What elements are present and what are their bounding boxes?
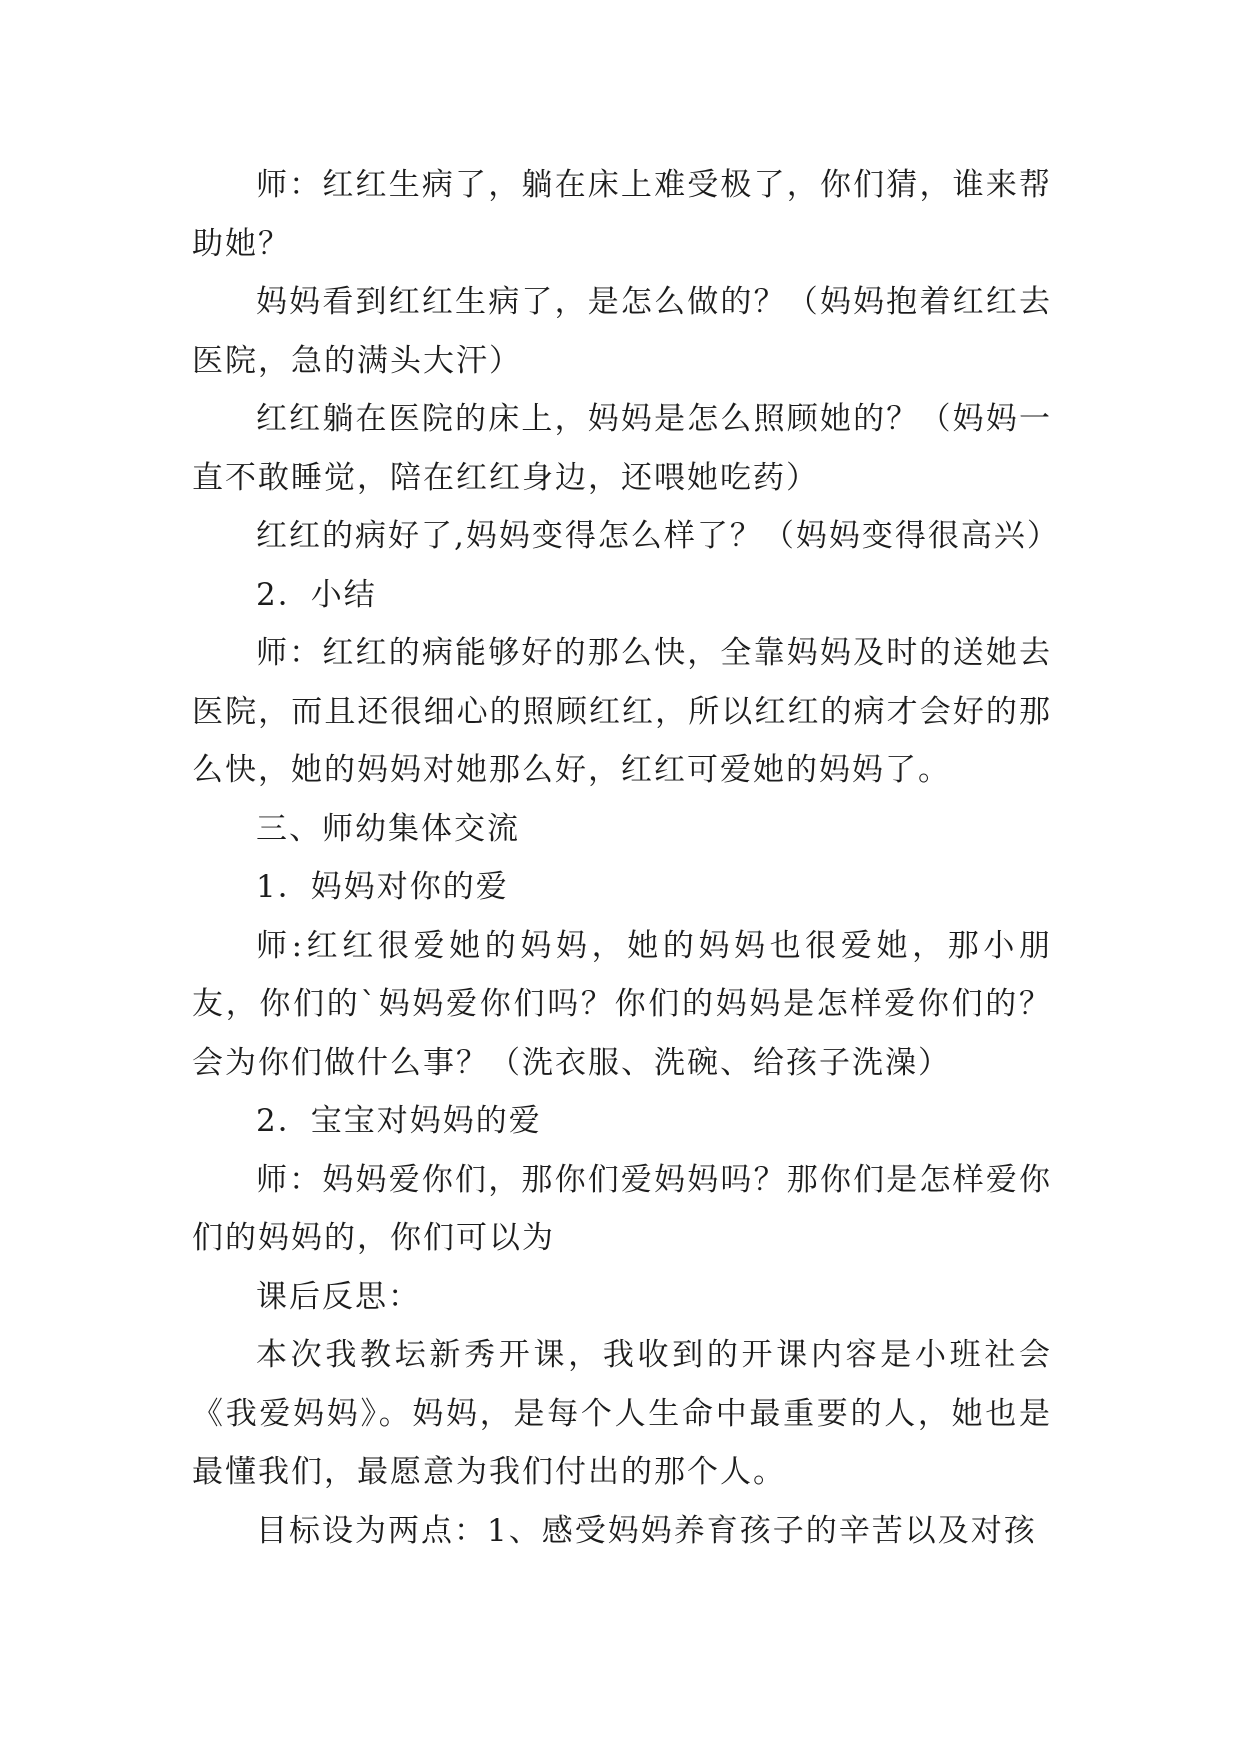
paragraph-9: 师:红红很爱她的妈妈，她的妈妈也很爱她，那小朋友，你们的`妈妈爱你们吗？你们的妈妈是怎样爱你们的？会为你们做什么事？（洗衣服、洗碗、给孩子洗澡） xyxy=(192,927,1052,1081)
section-heading-group-exchange: 三、师幼集体交流 xyxy=(256,810,520,847)
paragraph-13: 本次我教坛新秀开课，我收到的开课内容是小班社会《我爱妈妈》。妈妈，是每个人生命中最重要的人，她也是最懂我们，最愿意为我们付出的那个人。 xyxy=(192,1337,1052,1490)
paragraph-11: 师：妈妈爱你们，那你们爱妈妈吗？那你们是怎样爱你们的妈妈的，你们可以为 xyxy=(192,1161,1052,1256)
document-body xyxy=(192,156,1060,1560)
paragraph-6: 师：红红的病能够好的那么快，全靠妈妈及时的送她去医院，而且还很细心的照顾红红，所以红红的病才会好的那么快，她的妈妈对她那么好，红红可爱她的妈妈了。 xyxy=(192,635,1052,788)
section-heading-baby-love: 2．宝宝对妈妈的爱 xyxy=(256,1103,542,1139)
section-heading-summary: 2．小结 xyxy=(256,576,377,613)
paragraph-2: 妈妈看到红红生病了，是怎么做的？（妈妈抱着红红去医院，急的满头大汗） xyxy=(192,284,1052,379)
paragraph-4: 红红的病好了,妈妈变得怎么样了？（妈妈变得很高兴） xyxy=(256,518,1060,554)
paragraph-3: 红红躺在医院的床上，妈妈是怎么照顾她的？（妈妈一直不敢睡觉，陪在红红身边，还喂她吃药） xyxy=(192,401,1052,496)
paragraph-1: 师：红红生病了，躺在床上难受极了，你们猜，谁来帮助她？ xyxy=(192,167,1052,262)
paragraph-14: 目标设为两点：1、感受妈妈养育孩子的辛苦以及对孩 xyxy=(256,1512,1037,1549)
section-heading-reflection: 课后反思： xyxy=(256,1278,421,1315)
section-heading-mother-love: 1．妈妈对你的爱 xyxy=(256,869,509,905)
